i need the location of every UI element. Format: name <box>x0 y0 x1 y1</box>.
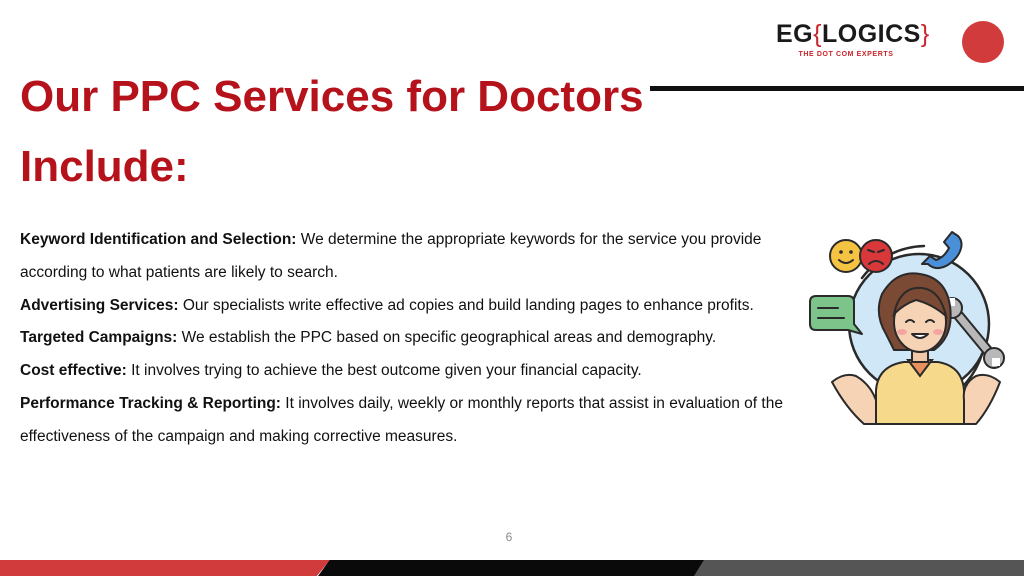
footer-gray-segment <box>694 560 1024 576</box>
logo-wordmark <box>776 18 940 50</box>
list-item <box>20 355 790 388</box>
decorative-red-circle <box>962 21 1004 63</box>
happy-face-icon <box>830 240 862 272</box>
list-item <box>20 388 790 454</box>
item-text: It involves trying to achieve the best outcome given your financial capacity. <box>126 362 642 380</box>
item-term: Performance Tracking & Reporting: <box>20 394 281 412</box>
customer-support-illustration <box>804 224 1014 434</box>
list-item <box>20 224 790 290</box>
item-text: It involves daily, weekly or monthly reports that assist in evaluation of the effectiveness of the campaign and making corrective measures. <box>20 394 783 445</box>
footer-stripe <box>0 560 1024 576</box>
sad-face-icon <box>860 240 892 272</box>
logo-brace-open: { <box>813 20 822 48</box>
item-text: Our specialists write effective ad copies and build landing pages to enhance profits. <box>178 296 754 314</box>
item-term: Cost effective: <box>20 362 127 380</box>
title-divider <box>650 86 1024 91</box>
item-text: We determine the appropriate keywords for the service you provide according to what patients are likely to search. <box>20 231 762 281</box>
item-term: Targeted Campaigns: <box>20 329 178 347</box>
footer-red-segment <box>0 560 330 576</box>
phone-icon <box>922 232 961 268</box>
page-number: 6 <box>505 530 513 544</box>
logo-tagline: THE DOT COM EXPERTS <box>798 51 894 58</box>
item-term: Keyword Identification and Selection: <box>20 231 297 248</box>
list-item <box>20 290 790 323</box>
page-title: Our PPC Services for Doctors Include: <box>20 72 644 191</box>
logo-brace-close: } <box>920 20 930 48</box>
list-item <box>20 322 790 355</box>
chat-bubble-icon <box>810 296 862 334</box>
footer-black-segment <box>318 560 708 576</box>
logo-brand-right: LOGICS <box>821 20 921 48</box>
item-text: We establish the PPC based on specific geographical areas and demography. <box>177 329 717 347</box>
logo-brand-left: EG <box>776 20 814 48</box>
company-logo <box>776 18 940 64</box>
services-list <box>20 224 790 454</box>
item-term: Advertising Services: <box>20 296 179 314</box>
